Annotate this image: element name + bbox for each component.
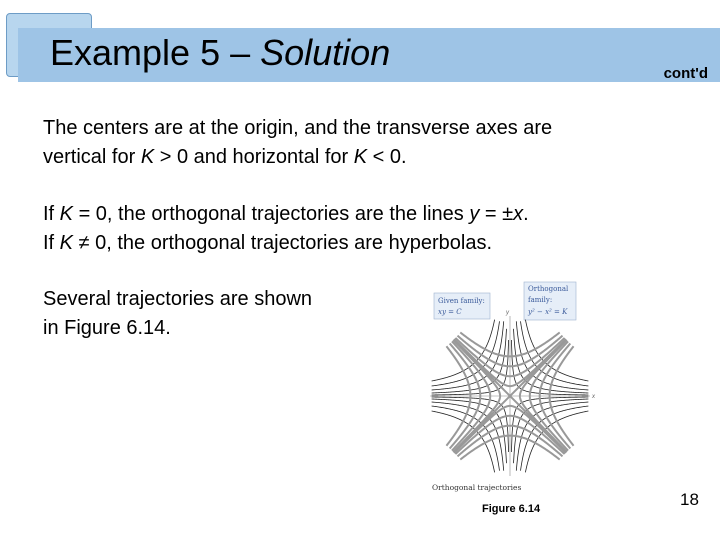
para2-text: ≠ 0, the orthogonal trajectories are hyperbolas. [73,232,493,254]
para2-text: If [43,232,60,254]
given-family-equation: xy = C [438,308,462,316]
orthogonal-family-label-2: family: [528,296,553,304]
para3-line2: in Figure 6.14. [43,317,171,339]
figure-orthogonal-trajectories [428,278,598,498]
paragraph-centers [43,114,552,172]
para1-var-k: K [140,146,155,168]
slide-title [50,30,390,76]
para2-text: = 0, the orthogonal trajectories are the lines [73,203,470,225]
para2-text: . [523,203,529,225]
given-family-label: Given family: [438,297,485,305]
page-number: 18 [680,490,699,509]
y-axis-label: y [506,310,509,316]
para2-var-k: K [59,232,74,254]
para3-line1: Several trajectories are shown [43,288,313,310]
x-axis-label: x [592,394,595,400]
paragraph-trajectories [43,200,529,258]
para2-text: = ± [479,203,514,225]
para2-text: If [43,203,60,225]
para2-var-y: y [469,203,480,225]
para1-text: < 0. [367,146,407,168]
orthogonal-family-equation: y² − x² = K [528,308,568,316]
title-italic: Solution [260,32,391,73]
para2-var-k: K [59,203,74,225]
orthogonal-trajectories-label: Orthogonal trajectories [432,483,522,492]
para1-text: > 0 and horizontal for [154,146,354,168]
title-main: Example 5 – [50,32,261,73]
para1-var-k: K [353,146,368,168]
paragraph-several [43,285,312,343]
figure-caption: Figure 6.14 [482,503,541,515]
para2-var-x: x [513,203,524,225]
orthogonal-family-label: Orthogonal [528,285,569,293]
continued-label: cont'd [663,65,708,82]
para1-text: vertical for [43,146,141,168]
para1-line1: The centers are at the origin, and the transverse axes are [43,117,553,139]
